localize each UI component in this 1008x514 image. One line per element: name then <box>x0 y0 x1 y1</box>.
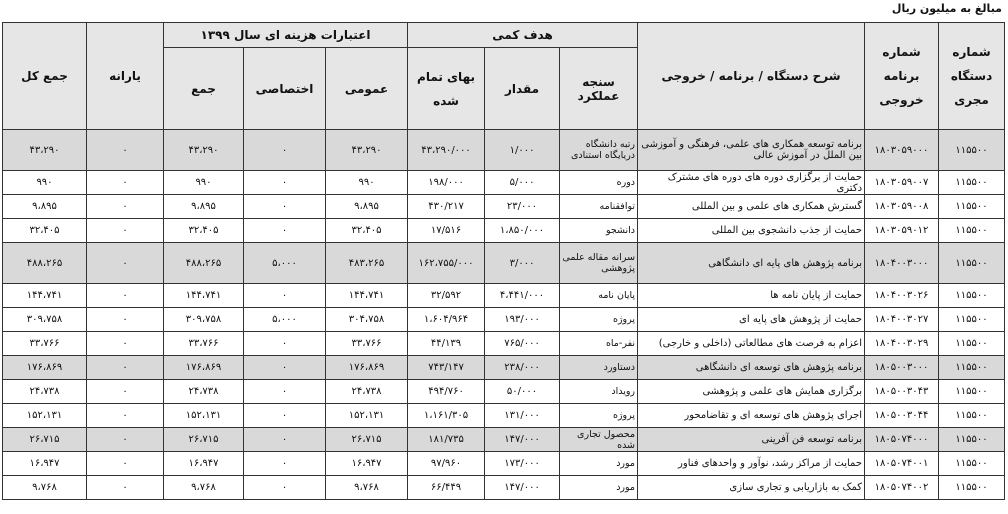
subsidy-cell: ۰ <box>87 380 164 404</box>
header-agency-number: شماره دستگاه مجری <box>939 23 1005 130</box>
measure-cell: نفر-ماه <box>560 332 638 356</box>
subsidy-cell: ۰ <box>87 243 164 284</box>
table-body <box>3 130 1005 500</box>
table-row <box>3 308 1005 332</box>
general-credit-cell: ۳۳،۷۶۶ <box>326 332 408 356</box>
agency-number-cell: ۱۱۵۵۰۰ <box>939 130 1005 171</box>
description-cell: حمایت از مراکز رشد، نوآور و واحدهای فناور <box>638 452 865 476</box>
unit-cost-cell: ۹۷/۹۶۰ <box>408 452 485 476</box>
unit-cost-cell: ۱،۱۶۱/۳۰۵ <box>408 404 485 428</box>
agency-number-cell: ۱۱۵۵۰۰ <box>939 332 1005 356</box>
amount-cell: ۱۳۱/۰۰۰ <box>485 404 560 428</box>
agency-number-cell: ۱۱۵۵۰۰ <box>939 308 1005 332</box>
general-credit-cell: ۲۴،۷۳۸ <box>326 380 408 404</box>
grand-total-cell: ۴۸۸،۲۶۵ <box>3 243 87 284</box>
program-number-cell: ۱۸۰۴۰۰۳۰۲۷ <box>865 308 939 332</box>
credit-sum-cell: ۱۴۴،۷۴۱ <box>164 284 244 308</box>
unit-cost-cell: ۱،۶۰۴/۹۶۴ <box>408 308 485 332</box>
subsidy-cell: ۰ <box>87 195 164 219</box>
credit-sum-cell: ۱۷۶،۸۶۹ <box>164 356 244 380</box>
specific-credit-cell: ۵،۰۰۰ <box>244 308 326 332</box>
header-expense-credits: اعتبارات هزینه ای سال ۱۳۹۹ <box>164 23 408 48</box>
description-cell: برنامه پژوهش های توسعه ای دانشگاهی <box>638 356 865 380</box>
description-cell: برنامه پژوهش های پایه ای دانشگاهی <box>638 243 865 284</box>
table-header <box>3 23 1005 130</box>
subsidy-cell: ۰ <box>87 332 164 356</box>
amount-cell: ۲۳/۰۰۰ <box>485 195 560 219</box>
agency-number-cell: ۱۱۵۵۰۰ <box>939 404 1005 428</box>
amount-cell: ۵/۰۰۰ <box>485 171 560 195</box>
program-number-cell: ۱۸۰۳۰۵۹۰۰۰ <box>865 130 939 171</box>
program-summary-row <box>3 428 1005 452</box>
specific-credit-cell: ۰ <box>244 219 326 243</box>
budget-table-container <box>2 22 1004 500</box>
measure-cell: مورد <box>560 476 638 500</box>
grand-total-cell: ۳۳،۷۶۶ <box>3 332 87 356</box>
table-row <box>3 195 1005 219</box>
general-credit-cell: ۴۸۳،۲۶۵ <box>326 243 408 284</box>
program-number-cell: ۱۸۰۵۰۷۴۰۰۲ <box>865 476 939 500</box>
agency-number-cell: ۱۱۵۵۰۰ <box>939 243 1005 284</box>
agency-number-cell: ۱۱۵۵۰۰ <box>939 356 1005 380</box>
table-row <box>3 452 1005 476</box>
amount-cell: ۲۳۸/۰۰۰ <box>485 356 560 380</box>
unit-cost-cell: ۱۷/۵۱۶ <box>408 219 485 243</box>
general-credit-cell: ۹،۸۹۵ <box>326 195 408 219</box>
description-cell: اعزام به فرصت های مطالعاتی (داخلی و خارجی) <box>638 332 865 356</box>
unit-caption: مبالغ به میلیون ریال <box>891 2 1002 15</box>
general-credit-cell: ۱۶،۹۴۷ <box>326 452 408 476</box>
general-credit-cell: ۹۹۰ <box>326 171 408 195</box>
program-number-cell: ۱۸۰۵۰۰۳۰۰۰ <box>865 356 939 380</box>
subsidy-cell: ۰ <box>87 452 164 476</box>
description-cell: برگزاری همایش های علمی و پژوهشی <box>638 380 865 404</box>
specific-credit-cell: ۰ <box>244 380 326 404</box>
agency-number-cell: ۱۱۵۵۰۰ <box>939 171 1005 195</box>
header-general: عمومی <box>326 48 408 130</box>
subsidy-cell: ۰ <box>87 476 164 500</box>
description-cell: اجرای پژوهش های توسعه ای و تقاضامحور <box>638 404 865 428</box>
agency-number-cell: ۱۱۵۵۰۰ <box>939 452 1005 476</box>
general-credit-cell: ۱۷۶،۸۶۹ <box>326 356 408 380</box>
credit-sum-cell: ۲۴،۷۳۸ <box>164 380 244 404</box>
measure-cell: مورد <box>560 452 638 476</box>
amount-cell: ۷۶۵/۰۰۰ <box>485 332 560 356</box>
measure-cell: رویداد <box>560 380 638 404</box>
grand-total-cell: ۳۰۹،۷۵۸ <box>3 308 87 332</box>
program-number-cell: ۱۸۰۴۰۰۳۰۰۰ <box>865 243 939 284</box>
specific-credit-cell: ۰ <box>244 195 326 219</box>
header-amount: مقدار <box>485 48 560 130</box>
measure-cell: دوره <box>560 171 638 195</box>
amount-cell: ۳/۰۰۰ <box>485 243 560 284</box>
credit-sum-cell: ۳۲،۴۰۵ <box>164 219 244 243</box>
header-performance-measure: سنجه عملکرد <box>560 48 638 130</box>
program-number-cell: ۱۸۰۳۰۵۹۰۰۷ <box>865 171 939 195</box>
specific-credit-cell: ۰ <box>244 476 326 500</box>
subsidy-cell: ۰ <box>87 284 164 308</box>
header-program-number: شماره برنامه خروجی <box>865 23 939 130</box>
grand-total-cell: ۴۳،۲۹۰ <box>3 130 87 171</box>
subsidy-cell: ۰ <box>87 356 164 380</box>
grand-total-cell: ۱۷۶،۸۶۹ <box>3 356 87 380</box>
amount-cell: ۵۰/۰۰۰ <box>485 380 560 404</box>
grand-total-cell: ۹۹۰ <box>3 171 87 195</box>
credit-sum-cell: ۲۶،۷۱۵ <box>164 428 244 452</box>
credit-sum-cell: ۹۹۰ <box>164 171 244 195</box>
measure-cell: دانشجو <box>560 219 638 243</box>
agency-number-cell: ۱۱۵۵۰۰ <box>939 380 1005 404</box>
unit-cost-cell: ۷۴۳/۱۴۷ <box>408 356 485 380</box>
general-credit-cell: ۹،۷۶۸ <box>326 476 408 500</box>
unit-cost-cell: ۶۶/۴۴۹ <box>408 476 485 500</box>
description-cell: حمایت از پایان نامه ها <box>638 284 865 308</box>
general-credit-cell: ۴۳،۲۹۰ <box>326 130 408 171</box>
grand-total-cell: ۱۴۴،۷۴۱ <box>3 284 87 308</box>
subsidy-cell: ۰ <box>87 171 164 195</box>
measure-cell: توافقنامه <box>560 195 638 219</box>
credit-sum-cell: ۹،۷۶۸ <box>164 476 244 500</box>
program-number-cell: ۱۸۰۵۰۷۴۰۰۰ <box>865 428 939 452</box>
measure-cell: سرانه مقاله علمی پژوهشی <box>560 243 638 284</box>
measure-cell: محصول تجاری شده <box>560 428 638 452</box>
subsidy-cell: ۰ <box>87 130 164 171</box>
table-row <box>3 332 1005 356</box>
program-number-cell: ۱۸۰۵۰۷۴۰۰۱ <box>865 452 939 476</box>
general-credit-cell: ۱۴۴،۷۴۱ <box>326 284 408 308</box>
description-cell: حمایت از پژوهش های پایه ای <box>638 308 865 332</box>
header-grand-total: جمع کل <box>3 23 87 130</box>
unit-cost-cell: ۴۹۴/۷۶۰ <box>408 380 485 404</box>
header-description: شرح دستگاه / برنامه / خروجی <box>638 23 865 130</box>
specific-credit-cell: ۰ <box>244 284 326 308</box>
credit-sum-cell: ۳۰۹،۷۵۸ <box>164 308 244 332</box>
agency-number-cell: ۱۱۵۵۰۰ <box>939 284 1005 308</box>
credit-sum-cell: ۳۳،۷۶۶ <box>164 332 244 356</box>
amount-cell: ۱۹۳/۰۰۰ <box>485 308 560 332</box>
grand-total-cell: ۹،۸۹۵ <box>3 195 87 219</box>
description-cell: کمک به بازاریابی و تجاری سازی <box>638 476 865 500</box>
unit-cost-cell: ۳۲/۵۹۲ <box>408 284 485 308</box>
grand-total-cell: ۲۴،۷۳۸ <box>3 380 87 404</box>
measure-cell: پروژه <box>560 404 638 428</box>
unit-cost-cell: ۱۸۱/۷۳۵ <box>408 428 485 452</box>
table-row <box>3 171 1005 195</box>
specific-credit-cell: ۰ <box>244 171 326 195</box>
description-cell: حمایت از برگزاری دوره های دوره های مشترک دکتری <box>638 171 865 195</box>
credit-sum-cell: ۴۳،۲۹۰ <box>164 130 244 171</box>
description-cell: برنامه توسعه فن آفرینی <box>638 428 865 452</box>
program-number-cell: ۱۸۰۴۰۰۳۰۲۶ <box>865 284 939 308</box>
agency-number-cell: ۱۱۵۵۰۰ <box>939 428 1005 452</box>
table-row <box>3 284 1005 308</box>
general-credit-cell: ۳۰۴،۷۵۸ <box>326 308 408 332</box>
amount-cell: ۱۴۷/۰۰۰ <box>485 428 560 452</box>
credit-sum-cell: ۱۵۲،۱۳۱ <box>164 404 244 428</box>
amount-cell: ۱/۰۰۰ <box>485 130 560 171</box>
measure-cell: رتبه دانشگاه دریایگاه استنادی <box>560 130 638 171</box>
program-number-cell: ۱۸۰۳۰۵۹۰۰۸ <box>865 195 939 219</box>
table-row <box>3 219 1005 243</box>
measure-cell: پایان نامه <box>560 284 638 308</box>
specific-credit-cell: ۰ <box>244 130 326 171</box>
specific-credit-cell: ۰ <box>244 356 326 380</box>
general-credit-cell: ۱۵۲،۱۳۱ <box>326 404 408 428</box>
agency-number-cell: ۱۱۵۵۰۰ <box>939 476 1005 500</box>
header-specific: اختصاصی <box>244 48 326 130</box>
credit-sum-cell: ۱۶،۹۴۷ <box>164 452 244 476</box>
table-row <box>3 404 1005 428</box>
program-summary-row <box>3 356 1005 380</box>
grand-total-cell: ۱۶،۹۴۷ <box>3 452 87 476</box>
grand-total-cell: ۱۵۲،۱۳۱ <box>3 404 87 428</box>
specific-credit-cell: ۵،۰۰۰ <box>244 243 326 284</box>
grand-total-cell: ۲۶،۷۱۵ <box>3 428 87 452</box>
specific-credit-cell: ۰ <box>244 332 326 356</box>
header-unit-cost: بهای تمام شده <box>408 48 485 130</box>
grand-total-cell: ۳۲،۴۰۵ <box>3 219 87 243</box>
amount-cell: ۴،۴۴۱/۰۰۰ <box>485 284 560 308</box>
general-credit-cell: ۲۶،۷۱۵ <box>326 428 408 452</box>
agency-number-cell: ۱۱۵۵۰۰ <box>939 195 1005 219</box>
unit-cost-cell: ۱۹۸/۰۰۰ <box>408 171 485 195</box>
specific-credit-cell: ۰ <box>244 428 326 452</box>
subsidy-cell: ۰ <box>87 428 164 452</box>
credit-sum-cell: ۴۸۸،۲۶۵ <box>164 243 244 284</box>
subsidy-cell: ۰ <box>87 219 164 243</box>
table-row <box>3 380 1005 404</box>
subsidy-cell: ۰ <box>87 308 164 332</box>
subsidy-cell: ۰ <box>87 404 164 428</box>
description-cell: گسترش همکاری های علمی و بین المللی <box>638 195 865 219</box>
description-cell: برنامه توسعه همکاری های علمی، فرهنگی و آموزشی بین الملل در آموزش عالی <box>638 130 865 171</box>
measure-cell: پروژه <box>560 308 638 332</box>
specific-credit-cell: ۰ <box>244 452 326 476</box>
header-quantitative-goal: هدف کمی <box>408 23 638 48</box>
amount-cell: ۱۷۳/۰۰۰ <box>485 452 560 476</box>
program-number-cell: ۱۸۰۵۰۰۳۰۴۴ <box>865 404 939 428</box>
unit-cost-cell: ۴۳۰/۲۱۷ <box>408 195 485 219</box>
amount-cell: ۱،۸۵۰/۰۰۰ <box>485 219 560 243</box>
unit-cost-cell: ۴۳،۲۹۰/۰۰۰ <box>408 130 485 171</box>
agency-number-cell: ۱۱۵۵۰۰ <box>939 219 1005 243</box>
description-cell: حمایت از جذب دانشجوی بین المللی <box>638 219 865 243</box>
general-credit-cell: ۳۲،۴۰۵ <box>326 219 408 243</box>
table-row <box>3 476 1005 500</box>
amount-cell: ۱۴۷/۰۰۰ <box>485 476 560 500</box>
program-number-cell: ۱۸۰۵۰۰۳۰۴۳ <box>865 380 939 404</box>
program-number-cell: ۱۸۰۳۰۵۹۰۱۲ <box>865 219 939 243</box>
credit-sum-cell: ۹،۸۹۵ <box>164 195 244 219</box>
header-sum: جمع <box>164 48 244 130</box>
grand-total-cell: ۹،۷۶۸ <box>3 476 87 500</box>
program-summary-row <box>3 243 1005 284</box>
program-number-cell: ۱۸۰۴۰۰۳۰۲۹ <box>865 332 939 356</box>
header-subsidy: یارانه <box>87 23 164 130</box>
specific-credit-cell: ۰ <box>244 404 326 428</box>
measure-cell: دستاورد <box>560 356 638 380</box>
unit-cost-cell: ۱۶۲،۷۵۵/۰۰۰ <box>408 243 485 284</box>
unit-cost-cell: ۴۴/۱۳۹ <box>408 332 485 356</box>
budget-table <box>2 22 1005 500</box>
program-summary-row <box>3 130 1005 171</box>
